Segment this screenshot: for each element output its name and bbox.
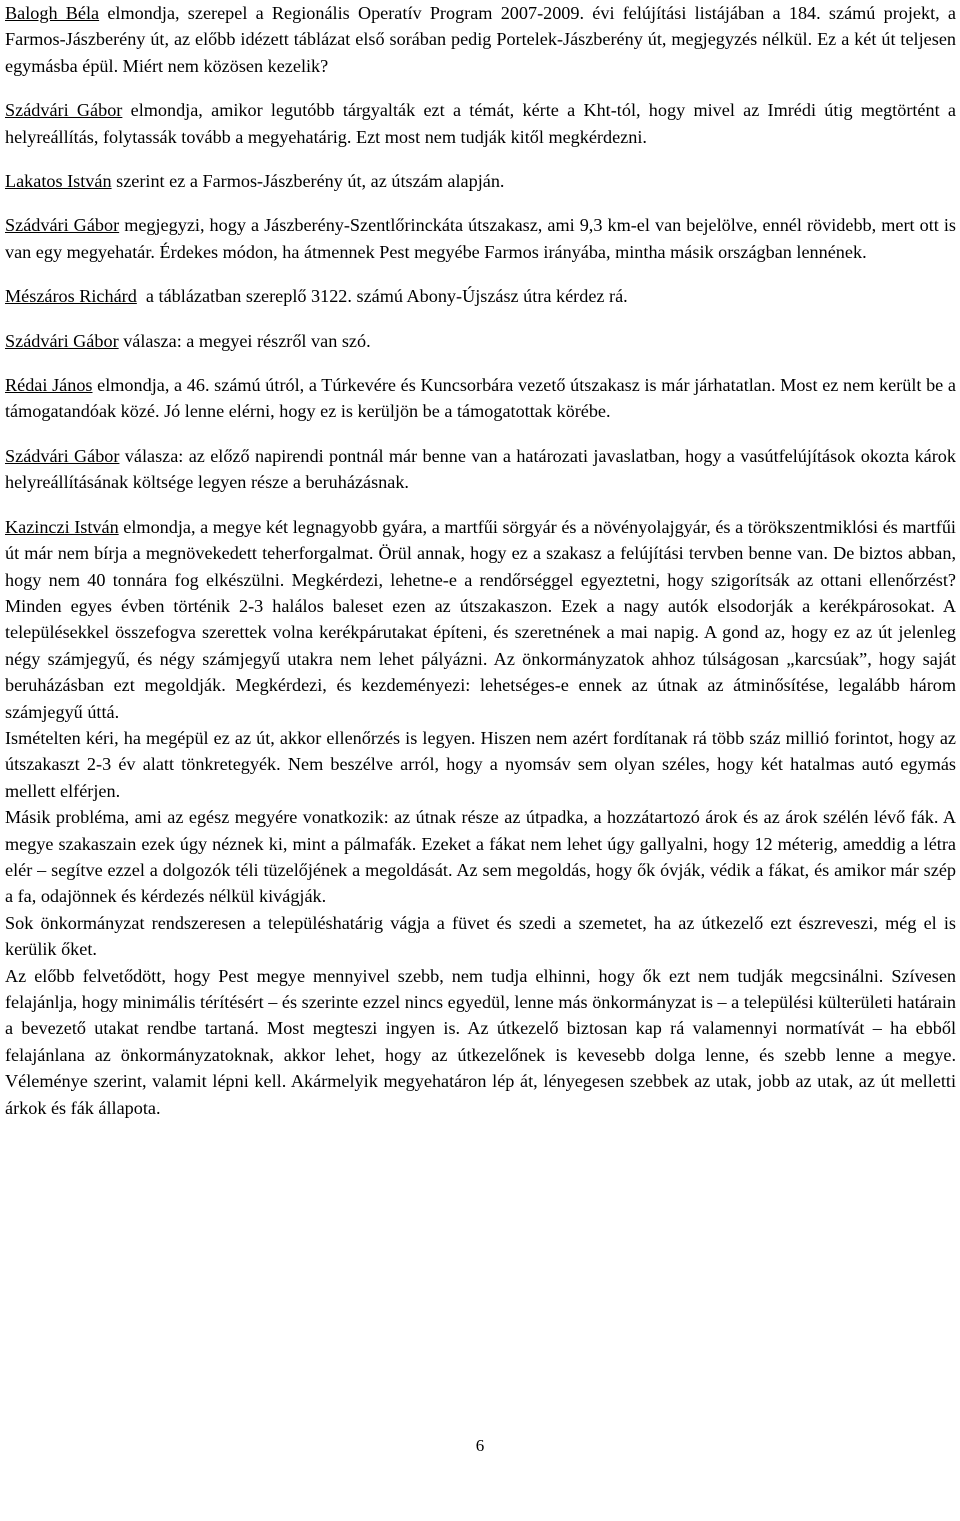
paragraph-redai — [5, 372, 956, 425]
paragraph-text: válasza: az előző napirendi pontnál már benne van a határozati javaslatban, hogy a vasútfelújítások okozta károk helyreállításának költsége legyen része a beruházásnak. — [5, 445, 956, 493]
document-body — [5, 0, 956, 1121]
paragraph-text: elmondja, amikor legutóbb tárgyalták ezt a témát, kérte a Kht-tól, hogy mivel az Imrédi útig megtörtént a helyreállítás, folytassák tovább a megyehatárig. Ezt most nem tudják kitől megkérdezni. — [5, 100, 956, 147]
paragraph-kazinczi-cont-4: Az előbb felvetődött, hogy Pest megye mennyivel szebb, nem tudja elhinni, hogy ők ezt nem tudják megcsinálni. Szívesen felajánlja, hogy minimális térítésért – és szerinte ezzel nincs egyedül, lenne más önkormányzat is – a települési külterületi határain a bevezető utakat rendbe tartaná. Most megteszi ingyen is. Az útkezelő biztosan kap rá valamennyi normatívát – ha ebből felajánlana az önkormányzatoknak, akkor lehet, hogy az útkezelőnek is kevesebb dolga lenne, és szebb lenne a megye. Véleménye szerint, valamit lépni kell. Akármelyik megyehatáron lép át, lényegesen szebbek az utak, jobb az utak, az út melletti árkok és fák állapota. — [5, 965, 956, 1118]
paragraph-text: szerint ez a Farmos-Jászberény út, az útszám alapján. — [111, 171, 505, 192]
page-number: 6 — [475, 1436, 485, 1455]
paragraph-text: a táblázatban szereplő 3122. számú Abony-Újszász útra kérdez rá. — [136, 286, 628, 307]
paragraph-text: elmondja, a megye két legnagyobb gyára, a martfűi sörgyár és a növényolajgyár, és a törökszentmiklósi és martfűi út már nem bírja a megnövekedett teherforgalmat. Örül annak, hogy ez a szakasz a felújítási tervben benne van. De biztos abban, hogy nem 40 tonnára fog elkészülni. Megkérdezi, lehetne-e a rendőrséggel egyeztetni, hogy szigorítsák az ottani ellenőrzést? Minden egyes évben történik 2-3 halálos baleset ezen az útszakaszon. Ezek a nagy autók elsodorják a kerékpárosokat. A településekkel összefogva szerettek volna kerékpárutakat építeni, és szeretnének a mai napig. A gond az, hogy ez az út jelenleg négy számjegyű, és négy számjegyű utakra nem lehet pályázni. Az önkormányzatok ahhoz túlságosan „karcsúak”, hogy saját beruházásban ezt megoldják. Megkérdezi, és kezdeményezi: lehetséges-e ennek az útnak az átminősítése, legalább három számjegyű úttá. — [5, 516, 956, 722]
speaker-name: Lakatos István — [5, 171, 112, 192]
speaker-name: Balogh Béla — [5, 3, 100, 23]
paragraph-kazinczi — [5, 514, 956, 725]
speaker-name: Szádvári Gábor — [5, 445, 120, 466]
paragraph-szadvari-4 — [5, 443, 956, 496]
speaker-name: Szádvári Gábor — [5, 330, 119, 351]
paragraph-lakatos — [5, 168, 956, 194]
paragraph-szadvari-2 — [5, 212, 956, 265]
paragraph-kazinczi-cont-2: Másik probléma, ami az egész megyére vonatkozik: az útnak része az útpadka, a hozzátartozó árok és az árok szélén lévő fák. A megye szakaszain ezek úgy néznek ki, mint a pálmafák. Ezeket a fákat nem lehet úgy gallyalni, hogy 12 méterig, ameddig a létra elér – segítve ezzel a dolgozók téli tüzelőjének a megoldását. Az sem megoldás, hogy ők óvják, védik a fákat, és amikor már szép a fa, odajönnek és kérdezés nélkül kivágják. — [5, 807, 956, 907]
paragraph-szadvari-3 — [5, 328, 956, 354]
paragraph-text: válasza: a megyei részről van szó. — [118, 330, 371, 351]
paragraph-meszaros — [5, 283, 956, 309]
paragraph-szadvari-1 — [5, 97, 956, 150]
speaker-name: Szádvári Gábor — [5, 100, 123, 121]
paragraph-balogh — [5, 0, 956, 79]
speaker-name: Mészáros Richárd — [5, 286, 137, 307]
speaker-name: Szádvári Gábor — [5, 215, 120, 236]
paragraph-text: megjegyzi, hogy a Jászberény-Szentlőrinckáta útszakasz, ami 9,3 km-el van bejelölve, ennél rövidebb, mert ott is van egy megyehatár. Érdekes módon, ha átmennek Pest megyébe Farmos irányába, mintha másik országban lennének. — [5, 215, 956, 262]
paragraph-text: elmondja, a 46. számú útról, a Túrkevére és Kuncsorbára vezető útszakasz is már járhatatlan. Most ez nem került be a támogatandóak közé. Jó lenne elérni, hogy ez is kerüljön be a támogatottak körébe. — [5, 375, 956, 422]
paragraph-text: elmondja, szerepel a Regionális Operatív Program 2007-2009. évi felújítási listájában a 184. számú projekt, a Farmos-Jászberény út, az előbb idézett táblázat első sorában pedig Portelek-Jászberény út, megjegyzés nélkül. Ez a két út teljesen egymásba épül. Miért nem közösen kezelik? — [5, 3, 956, 76]
speaker-name: Rédai János — [5, 375, 93, 396]
paragraph-kazinczi-cont-1: Ismételten kéri, ha megépül ez az út, akkor ellenőrzés is legyen. Hiszen nem azért fordítanak rá több száz millió forintot, hogy az útszakaszt 2-3 év alatt tönkretegyék. Nem beszélve arról, hogy a nyomsáv sem olyan széles, hogy két hatalmas autó egymás mellett elférjen. — [5, 727, 956, 801]
paragraph-kazinczi-cont-3: Sok önkormányzat rendszeresen a településhatárig vágja a füvet és szedi a szemetet, ha az útkezelő ezt észreveszi, még el is kerülik őket. — [5, 912, 956, 960]
speaker-name: Kazinczi István — [5, 516, 119, 537]
